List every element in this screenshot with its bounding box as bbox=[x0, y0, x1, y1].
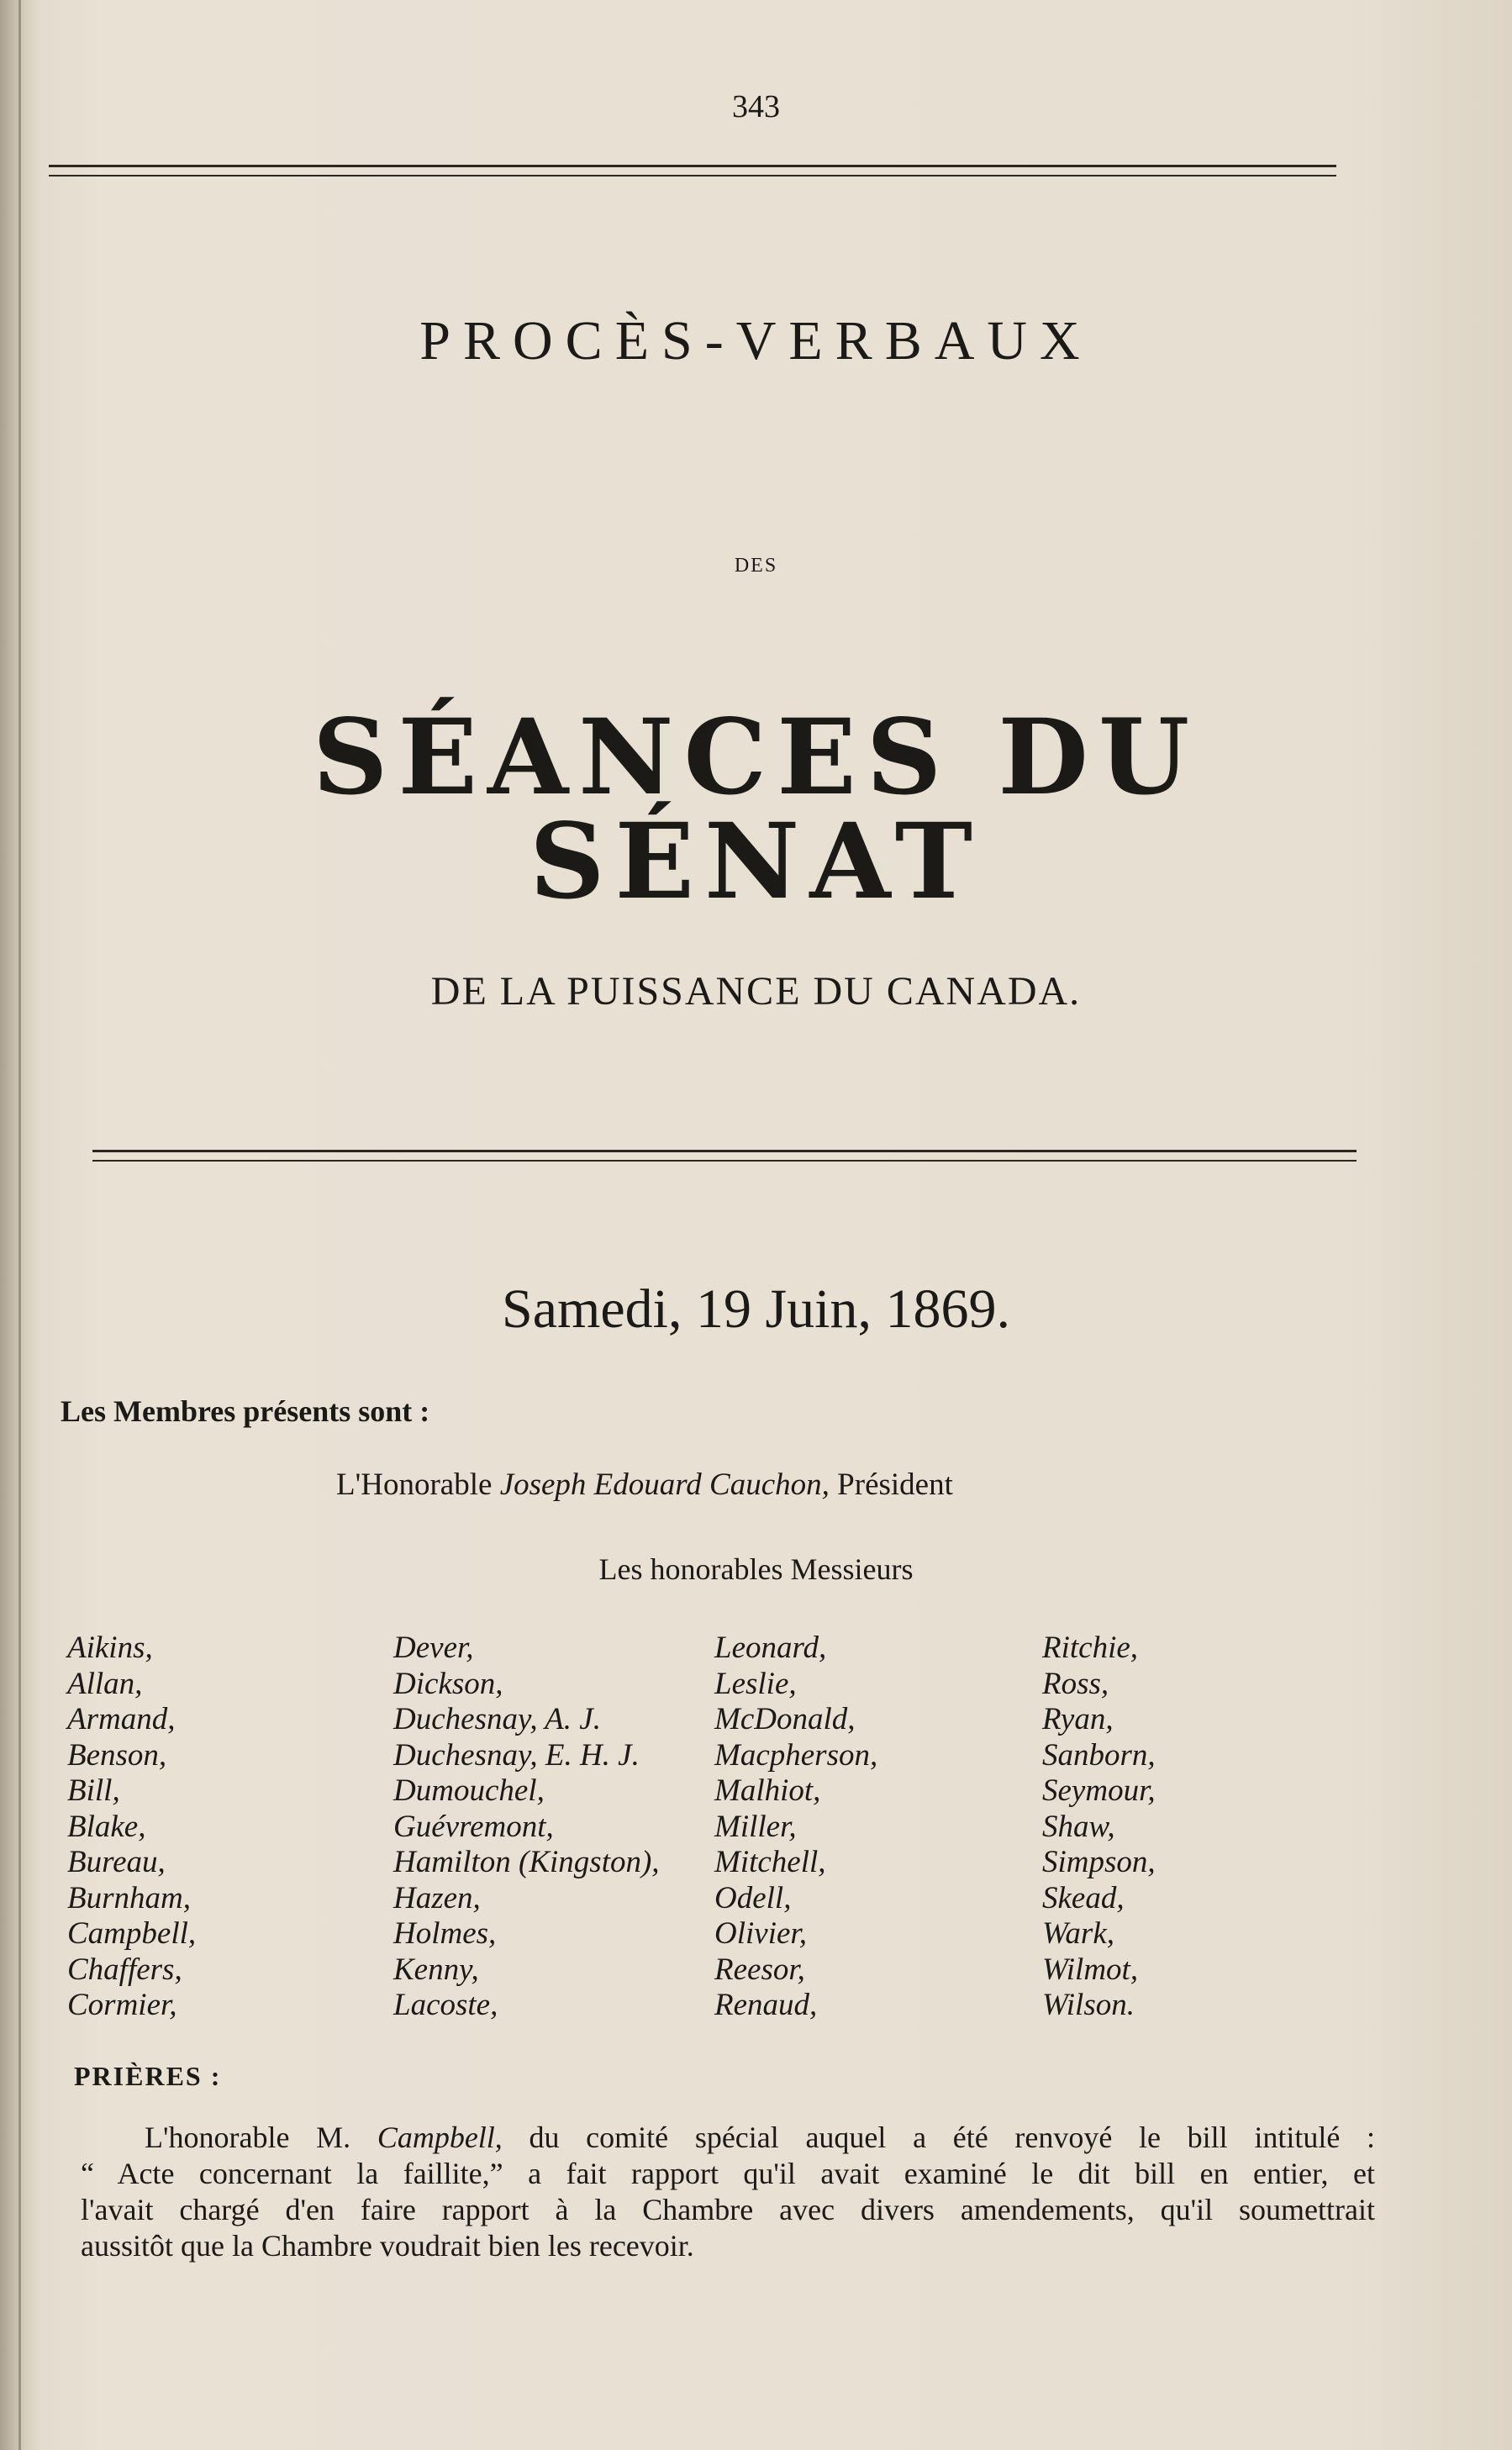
member-name: Skead, bbox=[1042, 1880, 1125, 1915]
member-name: Guévremont, bbox=[393, 1809, 554, 1844]
paragraph-line-3: l'avait chargé d'en faire rapport à la Chambre avec divers amendements, qu'il soumettrait bbox=[81, 2193, 1375, 2226]
member-name: Leonard, bbox=[714, 1631, 827, 1665]
top-double-rule bbox=[49, 165, 1336, 177]
members-column-4 bbox=[1042, 1631, 1156, 2024]
member-name: Armand, bbox=[67, 1702, 176, 1736]
member-name: Odell, bbox=[714, 1880, 792, 1915]
session-date: Samedi, 19 Juin, 1869. bbox=[502, 1278, 1010, 1340]
member-name: Olivier, bbox=[714, 1916, 807, 1951]
middle-double-rule bbox=[92, 1150, 1357, 1162]
title-proces-verbaux: PROCÈS-VERBAUX bbox=[419, 310, 1093, 371]
member-name: Benson, bbox=[67, 1737, 167, 1773]
president-role: Président bbox=[837, 1467, 953, 1502]
member-name: Duchesnay, E. H. J. bbox=[393, 1737, 640, 1773]
paragraph-text: L'honorable M. bbox=[145, 2121, 351, 2154]
title-des: DES bbox=[734, 555, 778, 577]
member-name: Bill, bbox=[67, 1773, 120, 1808]
member-name: Leslie, bbox=[714, 1666, 797, 1701]
member-name: Cormier, bbox=[67, 1988, 177, 2022]
member-name: Ross, bbox=[1042, 1666, 1109, 1701]
members-column-1 bbox=[67, 1631, 196, 2024]
member-name: Miller, bbox=[714, 1809, 797, 1844]
honorables-heading: Les honorables Messieurs bbox=[598, 1552, 914, 1586]
president-line bbox=[336, 1467, 953, 1503]
committee-report-paragraph bbox=[81, 2120, 1375, 2264]
member-name: Dever, bbox=[393, 1631, 474, 1665]
member-name: Macpherson, bbox=[714, 1737, 878, 1773]
member-name: Shaw, bbox=[1042, 1809, 1115, 1844]
member-name: Blake, bbox=[67, 1809, 146, 1844]
president-name: Joseph Edouard Cauchon, bbox=[499, 1467, 830, 1502]
member-name: Renaud, bbox=[714, 1988, 818, 2022]
prieres-heading: PRIÈRES : bbox=[74, 2061, 222, 2091]
paragraph-text: du comité spécial auquel a été renvoyé le bill intitulé : bbox=[529, 2121, 1376, 2154]
president-prefix: L'Honorable bbox=[336, 1467, 493, 1502]
paragraph-line-1 bbox=[81, 2120, 1375, 2156]
title-seances-du-senat: SÉANCES DU SÉNAT bbox=[312, 697, 1200, 923]
paragraph-line-4: aussitôt que la Chambre voudrait bien les recevoir. bbox=[81, 2229, 694, 2263]
paragraph-line-2: “ Acte concernant la faillite,” a fait rapport qu'il avait examiné le dit bill en entier, et bbox=[81, 2157, 1375, 2190]
member-name: Ritchie, bbox=[1042, 1631, 1139, 1665]
member-name: Dumouchel, bbox=[393, 1773, 545, 1808]
member-name: Simpson, bbox=[1042, 1845, 1156, 1879]
member-name: Campbell, bbox=[67, 1916, 197, 1951]
member-name: Hazen, bbox=[393, 1880, 481, 1915]
member-name: Wark, bbox=[1042, 1916, 1114, 1951]
member-name: McDonald, bbox=[714, 1702, 856, 1736]
member-name: Allan, bbox=[67, 1666, 143, 1701]
members-column-2 bbox=[393, 1631, 660, 2024]
member-name: Duchesnay, A. J. bbox=[393, 1702, 601, 1736]
member-name: Bureau, bbox=[67, 1845, 166, 1879]
member-name: Seymour, bbox=[1042, 1773, 1156, 1808]
member-name: Wilmot, bbox=[1042, 1952, 1139, 1987]
member-name: Sanborn, bbox=[1042, 1737, 1156, 1773]
member-name: Holmes, bbox=[393, 1916, 497, 1951]
member-name: Mitchell, bbox=[714, 1845, 826, 1879]
member-name: Lacoste, bbox=[393, 1988, 498, 2022]
paragraph-name-campbell: Campbell, bbox=[377, 2121, 503, 2154]
page-number: 343 bbox=[732, 89, 780, 124]
member-name: Reesor, bbox=[714, 1952, 805, 1987]
member-name: Aikins, bbox=[67, 1631, 153, 1665]
member-name: Hamilton (Kingston), bbox=[393, 1845, 660, 1879]
member-name: Kenny, bbox=[393, 1952, 479, 1987]
title-puissance-du-canada: DE LA PUISSANCE DU CANADA. bbox=[430, 969, 1082, 1014]
member-name: Dickson, bbox=[393, 1666, 503, 1701]
member-name: Chaffers, bbox=[67, 1952, 182, 1987]
member-name: Burnham, bbox=[67, 1880, 191, 1915]
member-name: Malhiot, bbox=[714, 1773, 821, 1808]
members-intro: Les Membres présents sont : bbox=[61, 1394, 430, 1428]
members-column-3 bbox=[714, 1631, 877, 2024]
member-name: Wilson. bbox=[1042, 1988, 1135, 2022]
member-name: Ryan, bbox=[1042, 1702, 1114, 1736]
